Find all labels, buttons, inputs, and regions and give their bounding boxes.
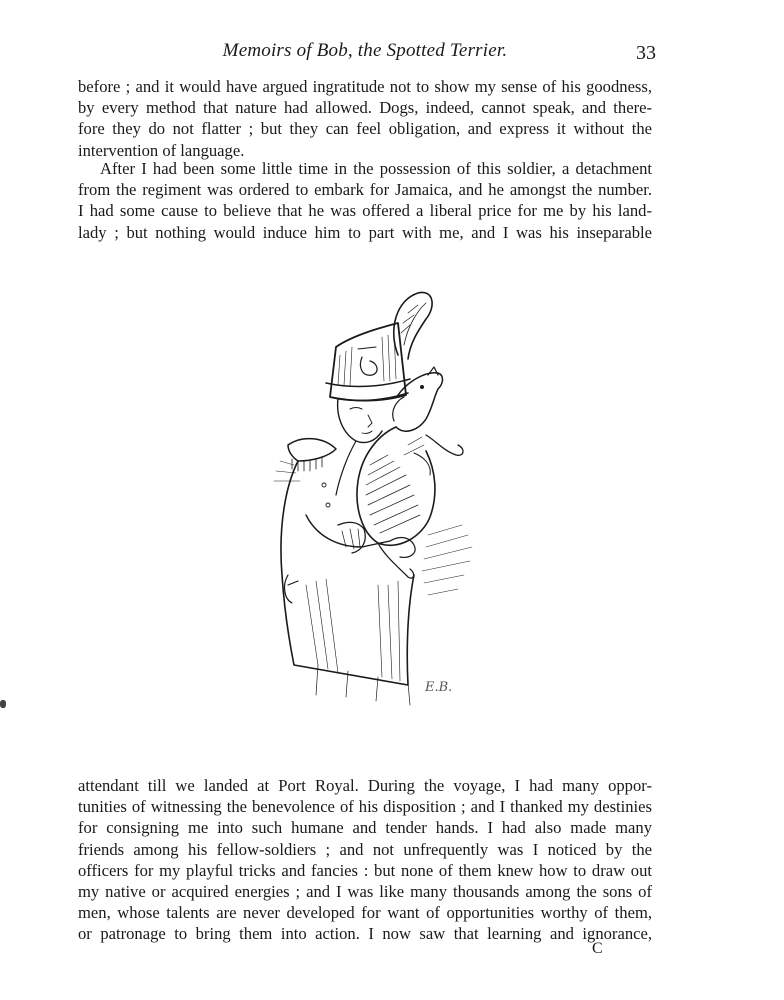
text-line: officers for my playful tricks and fancies : but none of them knew how to draw out [78,860,652,880]
soldier-hand [390,538,415,558]
margin-blemish [0,700,6,708]
text-line: attendant till we landed at Port Royal. During the voyage, I had many oppor- [78,776,652,795]
text-line: lady ; but nothing would induce him to part with me, and I was his inseparable [78,222,652,242]
text-line: tunities of witnessing the benevolence of his disposition ; and I thanked my destinies [78,797,652,817]
text-line: intervention of language. [78,140,245,160]
paragraph-3 [78,775,652,945]
text-line: After I had been some little time in the possession of this soldier, a detachment [100,159,652,178]
illustrator-signature: E.B. [425,680,453,695]
text-line: from the regiment was ordered to embark for Jamaica, and he amongst the number. [78,180,652,200]
text-line: for consigning me into such humane and tender hands. I had also made many [78,818,652,838]
text-line: or patronage to bring them into action. I now saw that learning and ignorance, [78,924,652,944]
text-line: friends among his fellow-soldiers ; and not unfrequently was I noticed by the [78,839,652,859]
page-number: 33 [636,42,656,64]
running-title: Memoirs of Bob, the Spotted Terrier. [222,40,508,61]
running-head [0,40,784,70]
shako-hat [330,323,406,401]
text-line: I had some cause to believe that he was offered a liberal price for me by his land- [78,201,652,221]
dog-body [357,427,435,545]
plume [394,292,432,359]
soldier-with-terrier-illustration [258,285,480,710]
text-line: my native or acquired energies ; and I was like many thousands among the sons of [78,881,652,901]
paragraph-1 [78,76,652,161]
text-line: by every method that nature had allowed. Dogs, indeed, cannot speak, and there- [78,98,652,118]
soldier-coat [281,461,414,685]
text-line: men, whose talents are never developed for want of opportunities worthy of them, [78,903,652,923]
text-line: before ; and it would have argued ingratitude not to show my sense of his goodness, [78,77,652,96]
text-line: fore they do not flatter ; but they can feel obligation, and express it without the [78,119,652,139]
sword-hilt [285,575,298,603]
epaulette [288,439,336,461]
soldier-face [338,399,382,443]
signature-mark: C [592,940,603,957]
paragraph-2 [78,158,652,243]
